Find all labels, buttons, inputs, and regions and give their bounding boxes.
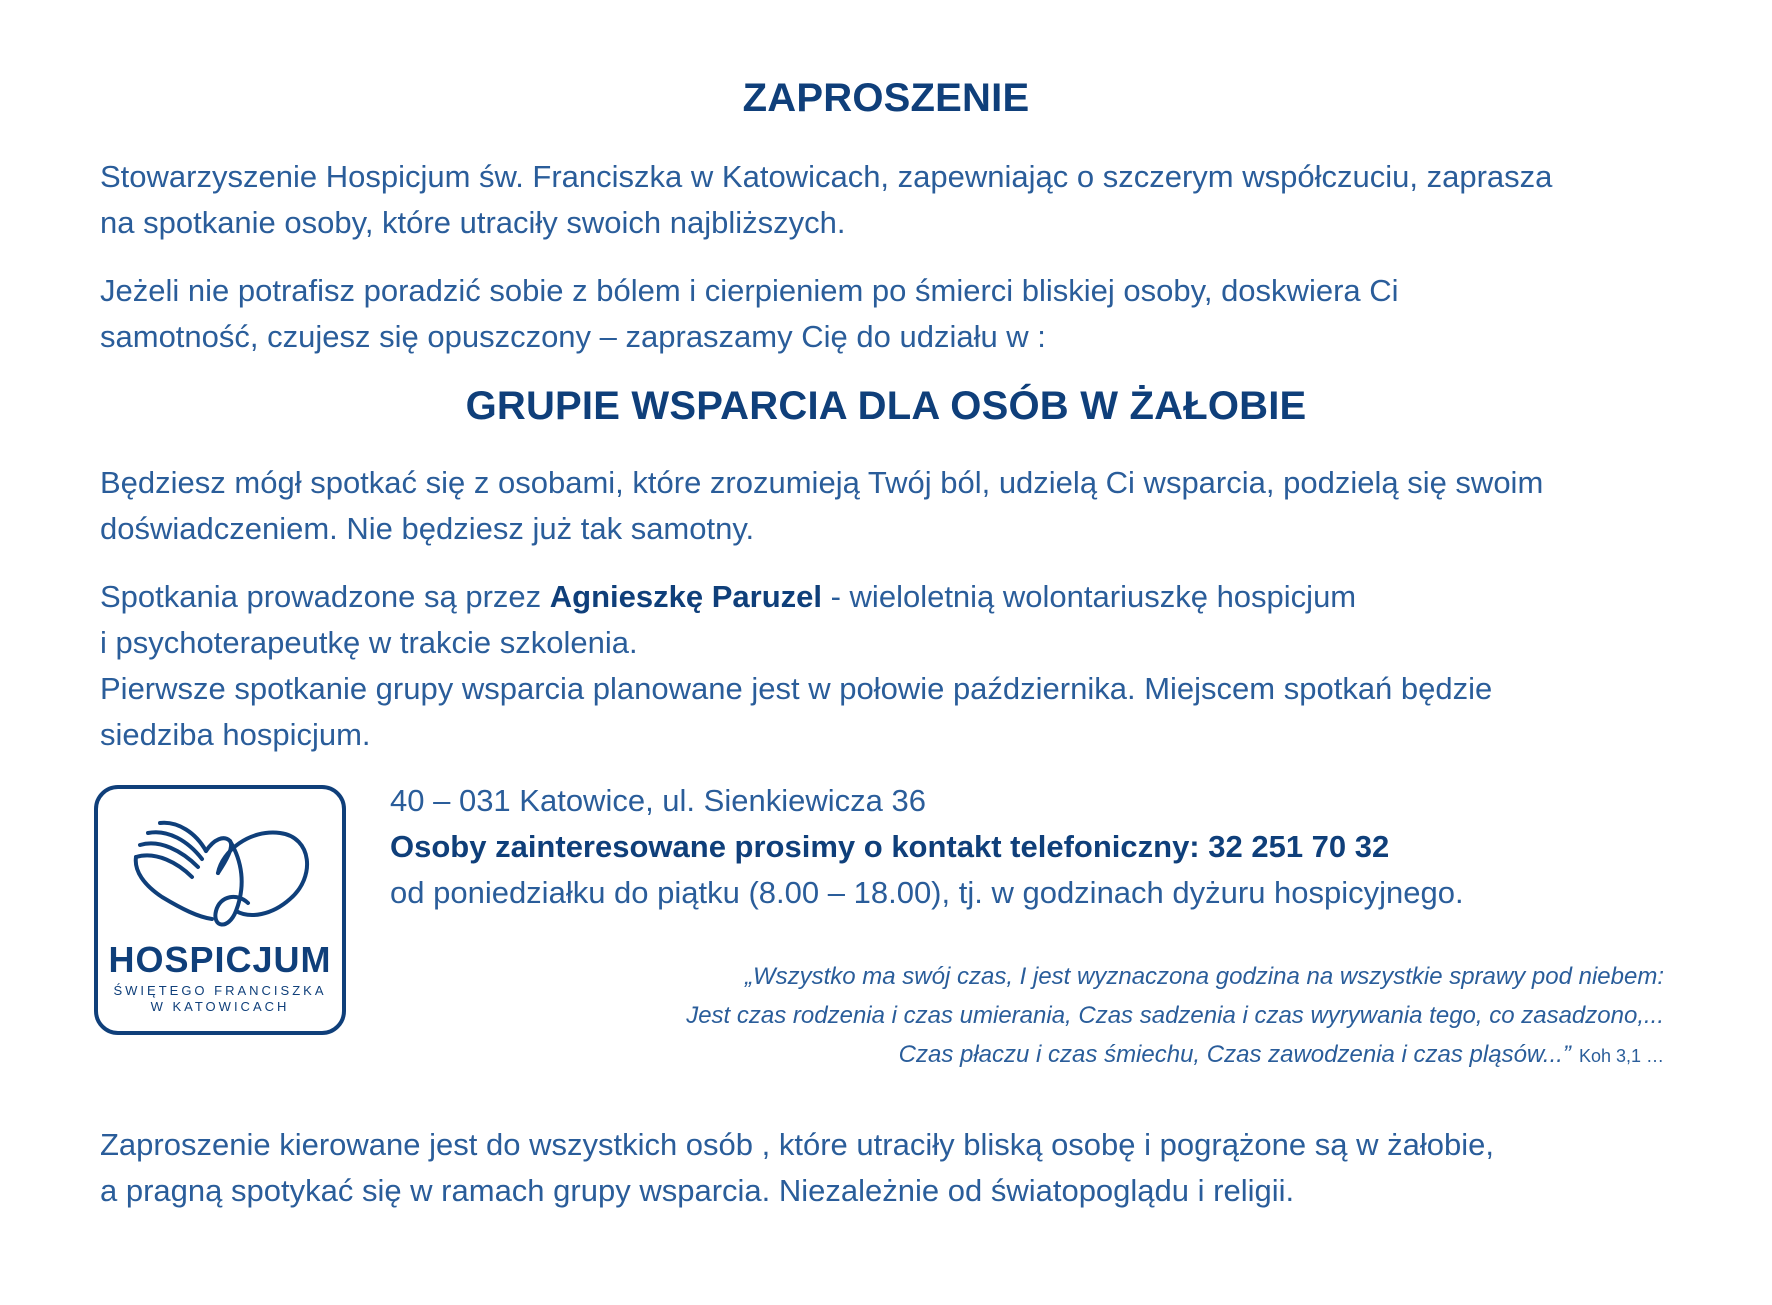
meetings-line-1 bbox=[100, 574, 1700, 620]
meetings-line-3: Pierwsze spotkanie grupy wsparcia planowane jest w połowie października. Miejscem spotkań będzie bbox=[100, 671, 1493, 706]
logo-subtitle-2: W KATOWICACH bbox=[150, 999, 290, 1014]
meetings-prefix: Spotkania prowadzone są przez bbox=[100, 579, 550, 614]
invitation-line-2: samotność, czujesz się opuszczony – zapraszamy Cię do udziału w : bbox=[100, 319, 1046, 354]
phone-line: Osoby zainteresowane prosimy o kontakt telefoniczny: 32 251 70 32 bbox=[390, 829, 1390, 864]
quote-line-3 bbox=[514, 1035, 1664, 1076]
quote-line-1: „Wszystko ma swój czas, I jest wyznaczona godzina na wszystkie sprawy pod niebem: bbox=[744, 963, 1664, 990]
logo-subtitle-1: ŚWIĘTEGO FRANCISZKA bbox=[113, 983, 327, 998]
support-line-2: doświadczeniem. Nie będziesz już tak samotny. bbox=[100, 511, 755, 546]
bible-quote bbox=[514, 957, 1664, 1076]
hospice-logo bbox=[94, 785, 346, 1035]
invitation-line-1: Jeżeli nie potrafisz poradzić sobie z bólem i cierpieniem po śmierci bliskiej osoby, doskwiera Ci bbox=[100, 273, 1399, 308]
quote-reference: Koh 3,1 … bbox=[1578, 1046, 1664, 1066]
hand-heart-logo-icon bbox=[126, 811, 322, 941]
page-title: ZAPROSZENIE bbox=[742, 76, 1030, 120]
intro-line-1: Stowarzyszenie Hospicjum św. Franciszka w Katowicach, zapewniając o szczerym współczuciu, zaprasza bbox=[100, 159, 1553, 194]
address: 40 – 031 Katowice, ul. Sienkiewicza 36 bbox=[390, 783, 926, 818]
meetings-paragraph bbox=[100, 574, 1700, 758]
closing-line-2: a pragną spotykać się w ramach grupy wsparcia. Niezależnie od światopoglądu i religii. bbox=[100, 1173, 1295, 1208]
closing-line-1: Zaproszenie kierowane jest do wszystkich osób , które utraciły bliską osobę i pogrążone są w żałobie, bbox=[100, 1127, 1494, 1162]
support-paragraph bbox=[100, 460, 1700, 552]
invitation-paragraph bbox=[100, 268, 1700, 360]
intro-paragraph bbox=[100, 154, 1700, 246]
leader-name: Agnieszkę Paruzel bbox=[549, 579, 822, 614]
quote-line-3-text: Czas płaczu i czas śmiechu, Czas zawodzenia i czas pląsów...” bbox=[898, 1041, 1571, 1068]
meetings-suffix: - wieloletnią wolontariuszkę hospicjum bbox=[822, 579, 1357, 614]
closing-paragraph bbox=[100, 1122, 1700, 1214]
contact-info bbox=[390, 778, 1690, 916]
intro-line-2: na spotkanie osoby, które utraciły swoich najbliższych. bbox=[100, 205, 846, 240]
support-line-1: Będziesz mógł spotkać się z osobami, które zrozumieją Twój ból, udzielą Ci wsparcia, podzielą się swoim bbox=[100, 465, 1544, 500]
group-title: GRUPIE WSPARCIA DLA OSÓB W ŻAŁOBIE bbox=[465, 384, 1307, 428]
quote-line-2: Jest czas rodzenia i czas umierania, Czas sadzenia i czas wyrywania tego, co zasadzono,... bbox=[686, 1002, 1664, 1029]
office-hours: od poniedziałku do piątku (8.00 – 18.00), tj. w godzinach dyżuru hospicyjnego. bbox=[390, 875, 1464, 910]
meetings-line-2: i psychoterapeutkę w trakcie szkolenia. bbox=[100, 625, 638, 660]
meetings-line-4: siedziba hospicjum. bbox=[100, 717, 371, 752]
logo-name: HOSPICJUM bbox=[108, 939, 332, 980]
